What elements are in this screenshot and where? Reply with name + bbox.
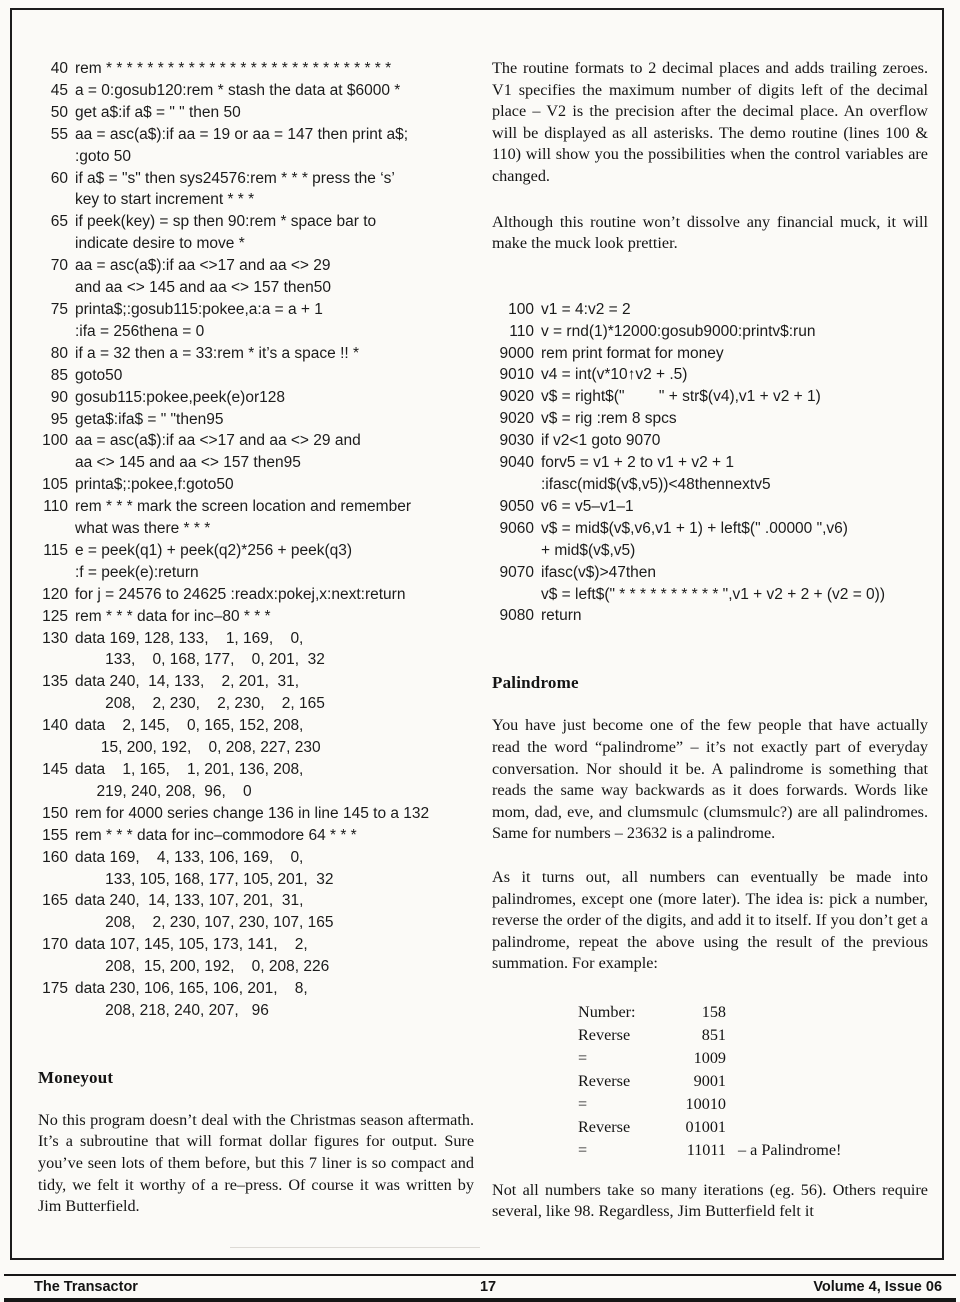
code-line-text: 15, 200, 192, 0, 208, 227, 230 [75,739,321,757]
code-line-text: aa = asc(a$):if aa = 19 or aa = 147 then print a$; [75,125,409,143]
code-line-number: 80 [50,344,68,362]
example-row-note: – a Palindrome! [738,1140,842,1159]
code-line [38,540,474,562]
code-line-text: rem print format for money [541,344,724,362]
code-line-text: v$ = rig :rem 8 spcs [541,410,677,428]
code-line-number [38,781,68,803]
code-line-number [38,233,68,255]
code-line [492,605,928,627]
scan-artifact-line [230,1247,480,1248]
code-line-text: 219, 240, 208, 96, 0 [75,782,252,800]
code-line-number: 9020 [499,410,534,428]
code-line-text: v4 = int(v*10↑v2 + .5) [541,366,688,384]
code-line-number: 145 [42,761,68,778]
palindrome-example-table [578,1001,928,1162]
code-line-text: 208, 218, 240, 207, 96 [75,1001,269,1019]
heading-moneyout: Moneyout [38,1067,114,1087]
code-line-number [492,540,534,562]
example-row [578,1093,928,1116]
code-line-text: what was there * * * [75,520,211,538]
code-line-text: rem * * * mark the screen location and remember [75,498,411,516]
code-line [38,343,474,365]
code-line [38,211,474,233]
example-row [578,1139,928,1162]
code-line-text: v = rnd(1)*12000:gosub9000:printv$:run [541,322,816,340]
code-line [38,409,474,431]
code-line [38,102,474,124]
example-row [578,1001,928,1024]
code-line [492,562,928,584]
code-line-text: data 240, 14, 133, 2, 201, 31, [75,673,300,691]
code-line-number: 75 [50,300,68,318]
code-line-text: if a$ = "s" then sys24576:rem * * * press the ‘s’ [75,169,395,187]
code-line [38,496,474,518]
code-line-number: 125 [42,607,68,625]
code-line-number: 140 [42,717,68,735]
footer-page-number: 17 [479,1279,497,1295]
code-line-number: 65 [50,213,68,231]
code-line-number [38,912,68,934]
code-line-text: data 107, 145, 105, 173, 141, 2, [75,936,308,954]
code-line [38,452,474,474]
example-row-label: Number: [578,1002,636,1021]
palindrome-intro-paragraph: You have just become one of the few people that have actually read the word “palindrome” – it’s not exactly part of everyday conversation. Nor should it be. A palindrome is something that reads the same way backwards as it does forwards. Words like mom, dad, eve, and clumsmulc (clumsmulc?) are all palindromes. Same for numbers – 23632 is a palindrome. [492,716,928,843]
code-line [492,343,928,365]
code-line-text: 208, 2, 230, 2, 230, 2, 165 [75,695,325,713]
heading-palindrome: Palindrome [492,673,579,693]
page-content-frame [10,8,944,1260]
code-line-number: 130 [42,629,68,647]
code-line [492,299,928,321]
code-line [38,430,474,452]
code-line [38,124,474,146]
code-line-text: v6 = v5–v1–1 [541,497,634,515]
code-line-text: ifasc(v$)>47then [541,563,657,581]
code-line-number: 100 [42,432,68,450]
moneyout-remark-paragraph: Although this routine won’t dissolve any financial muck, it will make the muck look prettier. [492,212,928,253]
example-row-value: 11011 [686,1140,726,1159]
code-line [38,978,474,1000]
code-line-text: data 1, 165, 1, 201, 136, 208, [75,761,304,778]
code-line [38,934,474,956]
code-line [38,277,474,299]
code-line [492,452,928,474]
code-line-number: 175 [42,980,68,998]
code-line [38,803,474,825]
code-line-number [38,189,68,211]
example-row [578,1116,928,1139]
code-line [492,518,928,540]
code-line-number [38,869,68,891]
code-line-text: v1 = 4:v2 = 2 [541,300,631,318]
footer-issue-label: Volume 4, Issue 06 [813,1279,943,1295]
code-line-text: for j = 24576 to 24625 :readx:pokej,x:next:return [75,585,406,603]
code-line-number [38,321,68,343]
code-line-text: aa <> 145 and aa <> 157 then95 [75,454,301,472]
example-row-label: Reverse [578,1117,631,1136]
code-line [38,737,474,759]
code-line [492,430,928,452]
code-line [38,518,474,540]
code-line-number [38,452,68,474]
code-line-text: data 169, 128, 133, 1, 169, 0, [75,629,304,647]
code-line-number: 9050 [499,497,534,515]
code-line-text: e = peek(q1) + peek(q2)*256 + peek(q3) [75,541,353,559]
right-column [492,58,928,1244]
code-line-text: 208, 15, 200, 192, 0, 208, 226 [75,958,330,976]
code-line-number [492,474,534,496]
code-line [38,58,474,80]
code-line [38,1000,474,1022]
code-line-number [38,518,68,540]
footer-magazine-title: The Transactor [34,1279,138,1295]
code-line [38,628,474,650]
example-row-value: 158 [701,1002,726,1021]
example-row-value: 10010 [685,1094,726,1113]
code-line-text: geta$:ifa$ = " "then95 [75,410,224,428]
code-line [38,255,474,277]
code-line-text: goto50 [75,366,123,384]
code-line-number: 9030 [499,432,534,450]
code-line-text: :goto 50 [75,147,132,165]
code-line [38,474,474,496]
code-line [38,606,474,628]
code-line-text: key to start increment * * * [75,191,255,209]
code-line [492,540,928,562]
example-row-value: 851 [701,1025,726,1044]
code-line [38,189,474,211]
code-line [38,825,474,847]
code-line [38,715,474,737]
code-line [38,693,474,715]
code-line [38,146,474,168]
code-line [492,496,928,518]
code-line-text: return [541,607,582,625]
code-line [492,408,928,430]
code-line [38,759,474,781]
example-row-value: 01001 [685,1117,726,1136]
code-line-text: gosub115:pokee,peek(e)or128 [75,388,285,406]
code-line-number [492,584,534,606]
code-line-text: 133, 0, 168, 177, 0, 201, 32 [75,651,325,669]
code-line-text: 208, 2, 230, 107, 230, 107, 165 [75,914,334,932]
moneyout-paragraph: No this program doesn’t deal with the Christmas season aftermath. It’s a subroutine that will format dollar figures for output. Sure you’ve seen lots of them before, but this 7 liner is so compact and tidy, we felt it worthy of a re–press. Of course it was written by Jim Butterfield. [38,1110,474,1216]
code-line-number: 9080 [499,607,534,625]
code-line [38,890,474,912]
code-line [38,387,474,409]
example-row-label: = [578,1094,588,1113]
code-line [38,781,474,803]
code-line-number: 110 [43,498,68,516]
code-line-text: data 230, 106, 165, 106, 201, 8, [75,980,308,998]
code-line-number: 110 [509,322,534,340]
code-line [492,321,928,343]
code-line [38,321,474,343]
example-row [578,1047,928,1070]
code-line-number: 160 [42,848,68,866]
example-row-label: = [578,1140,588,1159]
code-line-text: rem * * * * * * * * * * * * * * * * * * * * * * * * * * * * [75,60,392,77]
code-line-text: + mid$(v$,v5) [541,541,636,559]
code-line [38,912,474,934]
code-line [38,365,474,387]
code-line-number: 170 [42,936,68,954]
code-line [38,233,474,255]
code-line-number: 85 [50,366,68,384]
code-line-text: printa$;:gosub115:pokee,a:a = a + 1 [75,300,323,318]
code-line [38,299,474,321]
example-row-value: 9001 [693,1071,726,1090]
code-line-number: 45 [50,81,68,99]
code-line [38,671,474,693]
code-line [38,80,474,102]
two-column-layout [12,10,942,1244]
code-line-number [38,956,68,978]
code-line-number: 95 [50,410,68,428]
code-line-number: 40 [50,60,68,77]
code-line-text: get a$:if a$ = " " then 50 [75,103,241,121]
code-line-number: 150 [42,804,68,822]
moneyout-description-paragraph: The routine formats to 2 decimal places and adds trailing zeroes. V1 specifies the maximum number of digits left of the decimal place – V2 is the precision after the decimal place. An overflow will be displayed as all asterisks. The demo routine (lines 100 & 110) will show you the possibilities when the control variables are changed. [492,59,928,185]
code-line-text: data 169, 4, 133, 106, 169, 0, [75,848,304,866]
left-column [38,58,474,1244]
code-line-number: 155 [42,826,68,844]
code-line-number: 165 [42,892,68,910]
code-line [492,584,928,606]
code-line [38,562,474,584]
example-row-label: = [578,1048,588,1067]
code-line-text: 133, 105, 168, 177, 105, 201, 32 [75,870,334,888]
code-line-text: rem for 4000 series change 136 in line 145 to a 132 [75,804,430,822]
code-line-number: 9060 [499,519,534,537]
code-line-text: :f = peek(e):return [75,563,199,581]
code-line-text: data 2, 145, 0, 165, 152, 208, [75,717,304,735]
basic-listing-increment [38,58,474,1022]
code-line-text: v$ = left$(" * * * * * * * * * * ",v1 + v2 + 2 + (v2 = 0)) [541,585,885,603]
code-line-text: if peek(key) = sp then 90:rem * space bar to [75,213,377,231]
code-line-number: 70 [50,257,68,275]
code-line [38,869,474,891]
code-line-text: :ifa = 256thena = 0 [75,322,205,340]
example-row [578,1070,928,1093]
code-line-text: forv5 = v1 + 2 to v1 + v2 + 1 [541,454,735,472]
code-line-number: 105 [42,476,68,494]
code-line-number [38,693,68,715]
code-line-number [38,1000,68,1022]
code-line-number: 9000 [499,344,534,362]
code-line [492,474,928,496]
code-line-number: 60 [50,169,68,187]
code-line [38,584,474,606]
palindrome-method-paragraph: As it turns out, all numbers can eventually be made into palindromes, except one (more later). The idea is: pick a number, reverse the order of the digits, and add it to itself. If you don’t get a palindrome, repeat the above using the result of the previous summation. For example: [492,867,928,973]
code-line-number [38,737,68,759]
code-line-text: :ifasc(mid$(v$,v5))<48thennextv5 [541,476,771,493]
code-line-text: and aa <> 145 and aa <> 157 then50 [75,279,331,297]
code-line-text: rem * * * data for inc–commodore 64 * * * [75,826,357,844]
code-line-number: 55 [50,125,68,143]
code-line-number: 100 [508,300,534,318]
code-line [38,956,474,978]
code-line-number [38,649,68,671]
code-line-text: indicate desire to move * [75,235,245,253]
code-line-number [38,277,68,299]
code-line-text: v$ = mid$(v$,v6,v1 + 1) + left$(" .00000 ",v6) [541,519,848,537]
code-line-number: 50 [50,103,68,121]
page-footer [4,1274,956,1302]
code-line-number: 9040 [499,454,534,472]
palindrome-closing-paragraph: Not all numbers take so many iterations (eg. 56). Others require several, like 98. Regardless, Jim Butterfield felt it [492,1180,928,1221]
code-line-number [38,562,68,584]
code-line [492,364,928,386]
code-line-number: 9020 [499,388,534,406]
code-line [492,386,928,408]
code-line-number: 115 [43,541,68,559]
code-line-number: 120 [42,585,68,603]
code-line-text: v$ = right$(" " + str$(v4),v1 + v2 + 1) [541,388,821,406]
example-row-value: 1009 [693,1048,726,1067]
code-line-text: aa = asc(a$):if aa <>17 and aa <> 29 and [75,432,361,450]
code-line-number: 135 [42,673,68,691]
basic-listing-moneyout [492,299,928,628]
code-line-text: a = 0:gosub120:rem * stash the data at $6000 * [75,81,401,99]
code-line-number: 9070 [499,563,534,581]
example-row [578,1024,928,1047]
code-line-text: rem * * * data for inc–80 * * * [75,607,271,625]
code-line-text: if a = 32 then a = 33:rem * it’s a space !! * [75,344,360,362]
code-line [38,168,474,190]
code-line-text: if v2<1 goto 9070 [541,432,661,450]
code-line-number [38,146,68,168]
code-line-number: 9010 [499,366,534,384]
code-line-text: aa = asc(a$):if aa <>17 and aa <> 29 [75,257,331,275]
code-line-text: printa$;:pokee,f:goto50 [75,476,234,494]
example-row-label: Reverse [578,1025,631,1044]
code-line-number: 90 [50,388,68,406]
column-gap [474,58,492,1244]
example-row-label: Reverse [578,1071,631,1090]
code-line [38,649,474,671]
code-line-text: data 240, 14, 133, 107, 201, 31, [75,892,304,910]
code-line [38,847,474,869]
